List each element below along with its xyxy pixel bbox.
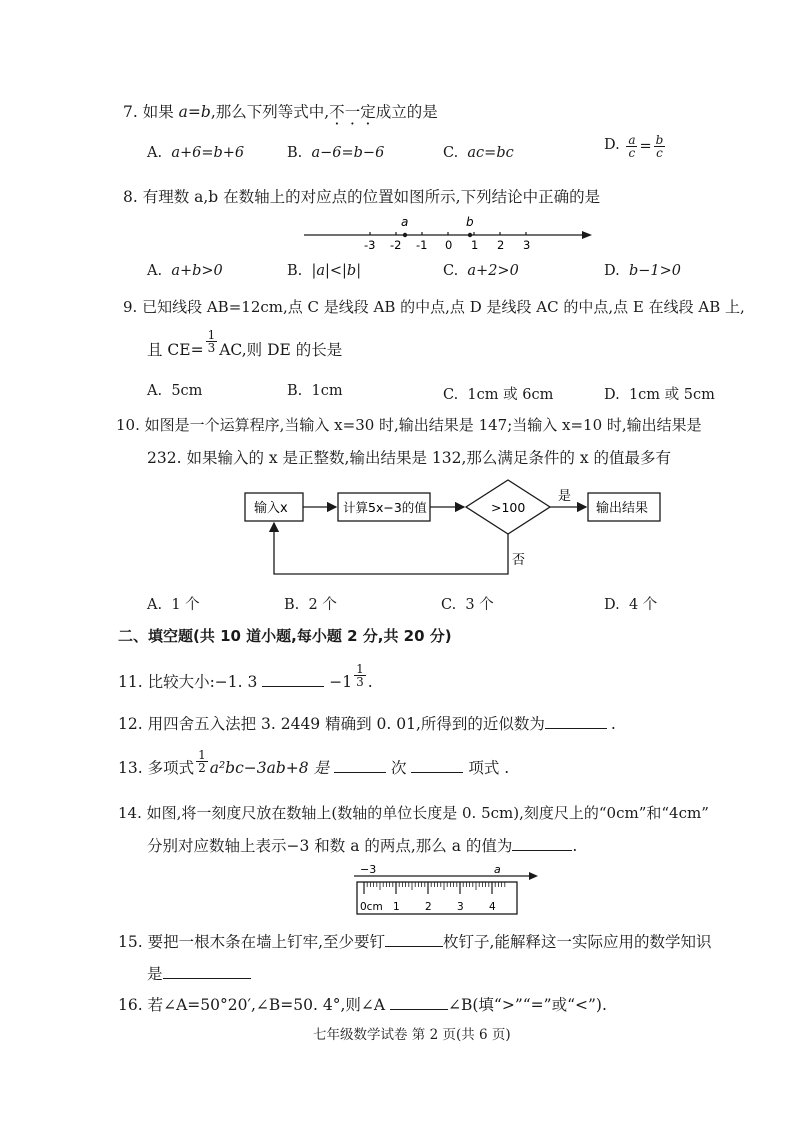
ruler-mark-label: 3 xyxy=(457,901,464,913)
ruler-mark-label: 2 xyxy=(425,901,432,913)
axis-tick-label: 1 xyxy=(471,238,479,252)
q9-option-a: A. 5cm xyxy=(147,383,203,399)
question-8-stem: 8. 有理数 a,b 在数轴上的对应点的位置如图所示,下列结论中正确的是 xyxy=(123,188,601,206)
q7-option-a: A. a+6=b+6 xyxy=(147,145,245,161)
flow-yes-label: 是 xyxy=(558,489,572,504)
ruler-mark-label: 0cm xyxy=(360,901,383,913)
answer-blank[interactable] xyxy=(545,714,607,729)
answer-blank[interactable] xyxy=(512,836,572,851)
question-15-line2: 是 xyxy=(147,962,251,984)
answer-blank[interactable] xyxy=(163,964,251,979)
q7-option-d: D. $\frac{a}{c}$ = $\frac{b}{c}$ xyxy=(604,133,664,160)
question-9-line1: 9. 已知线段 AB=12cm,点 C 是线段 AB 的中点,点 D 是线段 AC 的中点,点 E 在线段 AB 上, xyxy=(123,298,745,316)
answer-blank[interactable] xyxy=(334,758,386,773)
answer-blank[interactable] xyxy=(262,672,324,687)
flow-loop-arrow xyxy=(274,523,508,574)
arrow-icon xyxy=(582,231,592,239)
point-b-label: b xyxy=(466,215,474,229)
q10-option-d: D. 4 个 xyxy=(604,597,658,613)
axis-tick-label: -3 xyxy=(364,238,376,252)
flow-decision-label: >100 xyxy=(491,500,526,515)
flow-compute-label: 计算5x−3的值 xyxy=(343,500,427,515)
q7-option-c: C. ac=bc xyxy=(443,145,514,161)
ruler-left-label: −3 xyxy=(360,863,377,876)
ruler-mark-label: 4 xyxy=(489,901,496,913)
q9-option-c: C. 1cm 或 6cm xyxy=(443,387,554,403)
q7-emphasis-char: 定 xyxy=(360,103,376,121)
q10-option-a: A. 1 个 xyxy=(147,597,200,613)
axis-tick-label: 3 xyxy=(523,238,531,252)
q8-option-a: A. a+b>0 xyxy=(147,263,223,279)
axis-tick-label: 2 xyxy=(497,238,505,252)
question-14-line2: 分别对应数轴上表示−3 和数 a 的两点,那么 a 的值为 . xyxy=(147,837,578,855)
point-b-dot xyxy=(468,233,472,237)
answer-blank[interactable] xyxy=(411,758,463,773)
arrow-icon xyxy=(529,872,538,880)
axis-tick-label: 0 xyxy=(445,238,453,252)
question-12: 12. 用四舍五入法把 3. 2449 精确到 0. 01,所得到的近似数为 . xyxy=(118,715,616,733)
answer-blank[interactable] xyxy=(390,995,448,1010)
point-a-dot xyxy=(403,233,407,237)
q7-condition: a=b xyxy=(178,103,211,121)
flow-output-label: 输出结果 xyxy=(596,501,649,516)
axis-tick-label: -2 xyxy=(390,238,402,252)
page-footer: 七年级数学试卷 第 2 页(共 6 页) xyxy=(313,1027,511,1043)
ruler-figure xyxy=(352,862,542,922)
axis-tick-label: -1 xyxy=(416,238,428,252)
q8-option-c: C. a+2>0 xyxy=(443,263,519,279)
number-line-figure xyxy=(300,212,600,254)
q7-emphasis-char: 一 xyxy=(344,103,361,121)
q7-stem-pre: 7. 如果 xyxy=(123,103,179,121)
section-2-heading: 二、填空题(共 10 道小题,每小题 2 分,共 20 分) xyxy=(118,627,452,645)
q7-option-b: B. a−6=b−6 xyxy=(287,145,385,161)
q7-emphasis-char: 不 xyxy=(329,103,345,121)
q10-option-b: B. 2 个 xyxy=(284,597,337,613)
question-10-line2: 232. 如果输入的 x 是正整数,输出结果是 132,那么满足条件的 x 的值最多有 xyxy=(147,449,671,467)
question-15-line1: 15. 要把一根木条在墙上钉牢,至少要钉 枚钉子,能解释这一实际应用的数学知识 xyxy=(118,933,712,951)
q7-stem-post: 成立的是 xyxy=(375,103,438,121)
flowchart-figure xyxy=(240,478,670,588)
question-11: 11. 比较大小:−1. 3 −1 $\frac{1}{3}$ . xyxy=(118,661,373,691)
q8-option-d: D. b−1>0 xyxy=(604,263,681,279)
question-7-stem xyxy=(123,100,438,122)
question-14-line1: 14. 如图,将一刻度尺放在数轴上(数轴的单位长度是 0. 5cm),刻度尺上的“0cm”和“4cm” xyxy=(118,804,709,822)
question-16: 16. 若∠A=50°20′,∠B=50. 4°,则∠A ∠B(填“>”“=”或“<”). xyxy=(118,996,607,1014)
question-13: 13. 多项式 $\frac{1}{2}$ a²bc−3ab+8 是 次 项式 . xyxy=(118,747,510,777)
q9-option-d: D. 1cm 或 5cm xyxy=(604,387,715,403)
q9-option-b: B. 1cm xyxy=(287,383,343,399)
flow-input-label: 输入x xyxy=(254,501,288,516)
q7-stem-mid: ,那么下列等式中, xyxy=(210,103,330,121)
question-9-line2: 且 CE= $\frac{1}{3}$ AC,则 DE 的长是 xyxy=(147,327,343,359)
ruler-right-label: a xyxy=(494,863,501,876)
q8-option-b: B. |a|<|b| xyxy=(287,263,362,279)
flow-no-label: 否 xyxy=(512,553,526,568)
answer-blank[interactable] xyxy=(385,932,443,947)
ruler-mark-label: 1 xyxy=(393,901,400,913)
question-10-line1: 10. 如图是一个运算程序,当输入 x=30 时,输出结果是 147;当输入 x=10 时,输出结果是 xyxy=(116,416,702,434)
point-a-label: a xyxy=(401,215,409,229)
q10-option-c: C. 3 个 xyxy=(441,597,494,613)
